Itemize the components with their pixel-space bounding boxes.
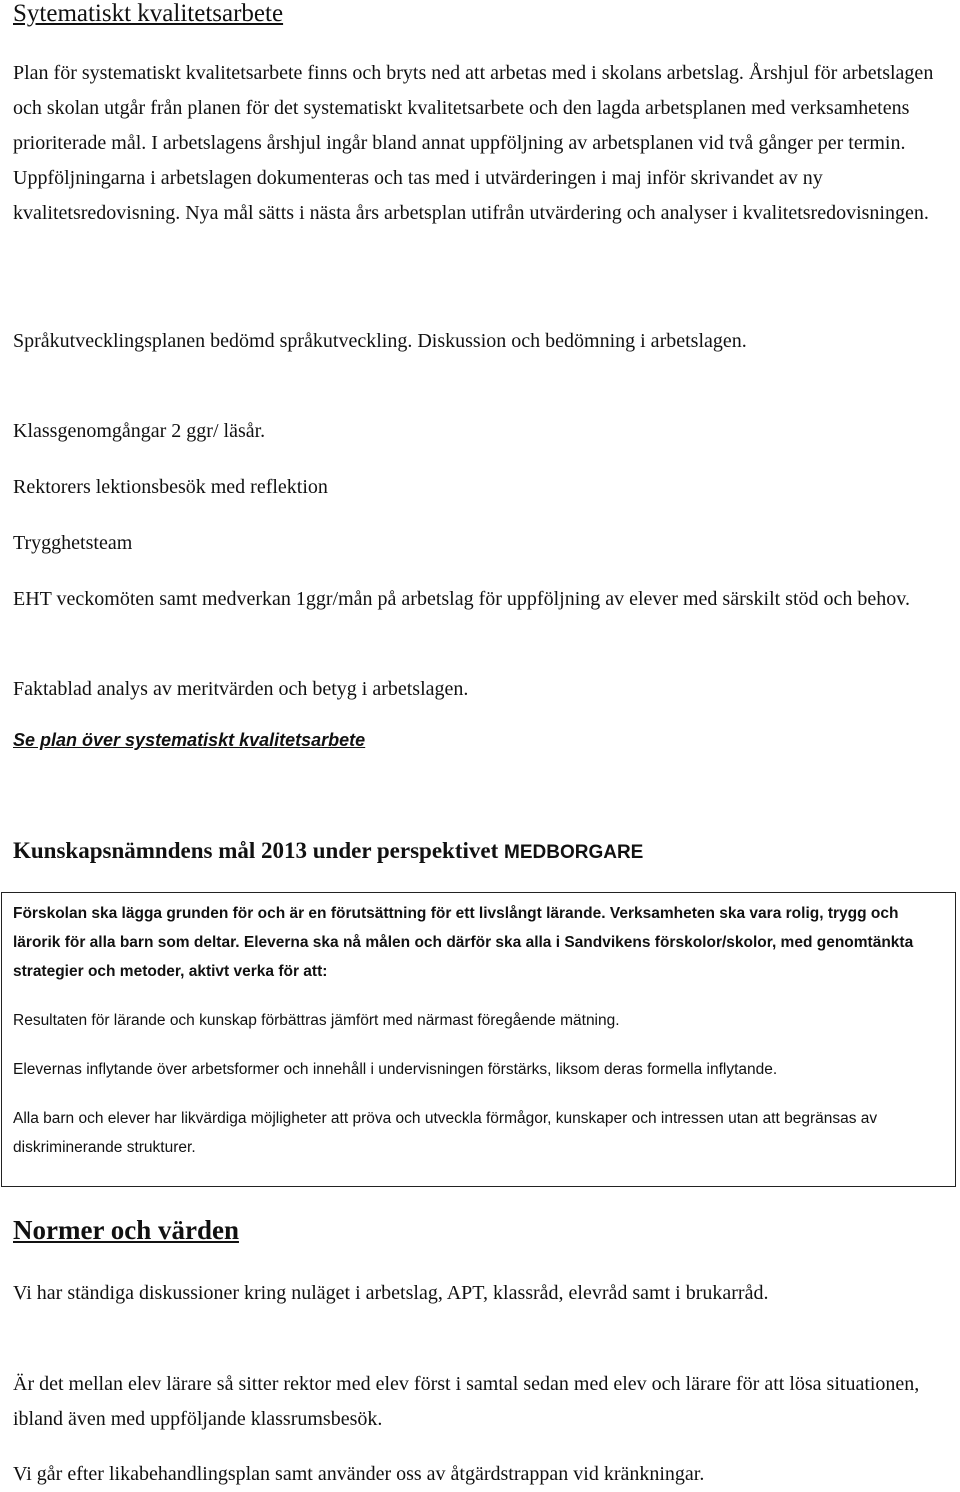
goals-box-item: Alla barn och elever har likvärdiga möjligheter att pröva och utveckla förmågor, kunskaper och intressen utan att begränsas av diskriminerande strukturer. (13, 1110, 878, 1156)
paragraph-trygghetsteam: Trygghetsteam (13, 532, 133, 554)
paragraph-samtal: Är det mellan elev lärare så sitter rektor med elev först i samtal sedan med elev och lärare för att lösa situationen, ibland även med uppföljande klassrumsbesök. (13, 1373, 920, 1430)
paragraph-diskussioner: Vi har ständiga diskussioner kring nuläget i arbetslag, APT, klassråd, elevråd samt i brukarråd. (13, 1282, 769, 1304)
paragraph-lektionsbesok: Rektorers lektionsbesök med reflektion (13, 476, 328, 498)
goals-box-intro: Förskolan ska lägga grunden för och är en förutsättning för ett livslångt lärande. Verksamheten ska vara rolig, trygg och lärorik för alla barn som deltar. Eleverna ska nå målen och därför ska alla i Sandvikens förskolor/skolor, med genomtänkta strategier och metoder, aktivt verka för att: (13, 905, 914, 980)
goals-box-item: Elevernas inflytande över arbetsformer och innehåll i undervisningen förstärks, liksom deras formella inflytande. (13, 1061, 778, 1078)
paragraph-sprakutveckling: Språkutvecklingsplanen bedömd språkutveckling. Diskussion och bedömning i arbetslagen. (13, 330, 747, 352)
paragraph-klassgenomgangar: Klassgenomgångar 2 ggr/ läsår. (13, 420, 266, 442)
goals-heading (13, 838, 643, 864)
paragraph-eht: EHT veckomöten samt medverkan 1ggr/mån på arbetslag för uppföljning av elever med särskilt stöd och behov. (13, 588, 910, 610)
paragraph-faktablad: Faktablad analys av meritvärden och betyg i arbetslagen. (13, 678, 469, 700)
section-title-kvalitetsarbete: Sytematiskt kvalitetsarbete (13, 0, 284, 27)
goals-heading-tag: MEDBORGARE (504, 842, 644, 863)
goals-box (1, 892, 956, 1187)
paragraph-plan: Plan för systematiskt kvalitetsarbete finns och bryts ned att arbetas med i skolans arbetslag. Årshjul för arbetslagen och skolan utgår från planen för det systematiskt kvalitetsarbete och den lagda arbetsplanen med verksamhetens prioriterade mål. I arbetslagens årshjul ingår bland annat uppföljning av arbetsplanen vid två gånger per termin. Uppföljningarna i arbetslagen dokumenteras och tas med i utvärderingen i maj inför skrivandet av ny kvalitetsredovisning. Nya mål sätts i nästa års arbetsplan utifrån utvärdering och analyser i kvalitetsredovisningen. (13, 62, 934, 224)
section-title-normer: Normer och värden (13, 1215, 239, 1245)
plan-link[interactable]: Se plan över systematiskt kvalitetsarbete (13, 730, 366, 750)
goals-heading-main: Kunskapsnämndens mål 2013 under perspektivet (13, 838, 499, 863)
goals-box-item: Resultaten för lärande och kunskap förbättras jämfört med närmast föregående mätning. (13, 1012, 620, 1029)
paragraph-likabehandling: Vi går efter likabehandlingsplan samt använder oss av åtgärdstrappan vid kränkningar. (13, 1463, 705, 1485)
